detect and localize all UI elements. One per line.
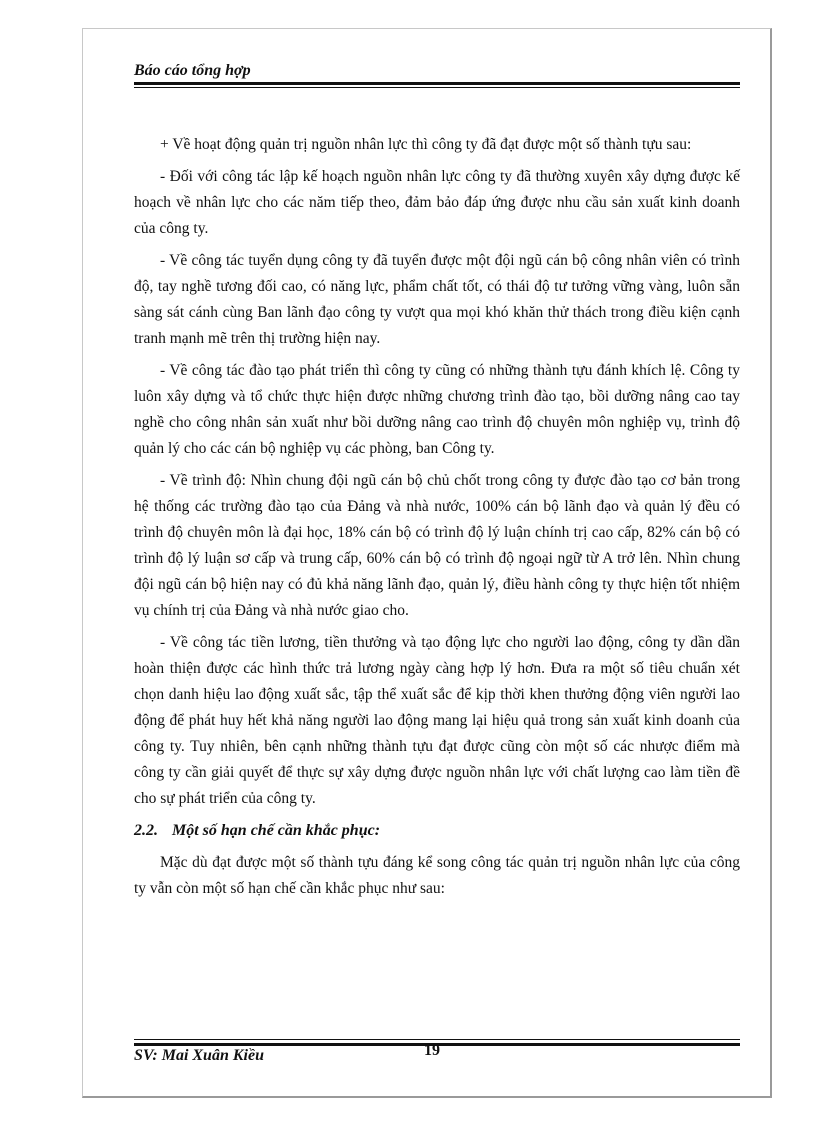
paragraph-achievements-intro: + Về hoạt động quản trị nguồn nhân lực thì công ty đã đạt được một số thành tựu sau: [160,136,692,153]
header-rule-thin [134,87,740,88]
page-number: 19 [424,1042,440,1059]
header-rule-thick [134,82,740,85]
header-title: Báo cáo tổng hợp [134,62,251,79]
paragraph-training: - Về công tác đào tạo phát triển thì công ty cũng có những thành tựu đánh khích lệ. Công ty luôn xây dựng và tổ chức thực hiện được những chương trình đào tạo, bồi dưỡng nâng cao tay nghề cho công nhân sản xuất như bồi dưỡng nâng cao trình độ chuyên môn nghiệp vụ, trình độ quản lý cho các cán bộ nghiệp vụ các phòng, ban Công ty. [134,362,740,457]
section-title: Một số hạn chế cần khắc phục: [172,822,381,839]
paragraph-salary: - Về công tác tiền lương, tiền thưởng và tạo động lực cho người lao động, công ty dần dần hoàn thiện được các hình thức trả lương ngày càng hợp lý hơn. Đưa ra một số tiêu chuẩn xét chọn danh hiệu lao động xuất sắc, tập thể xuất sắc để kịp thời khen thưởng động viên người lao động để phát huy hết khả năng người lao động mang lại hiệu quả trong sản xuất kinh doanh của công ty. Tuy nhiên, bên cạnh những thành tựu đạt được cũng còn một số các nhược điểm mà công ty cần giải quyết để thực sự xây dựng được nguồn nhân lực với chất lượng cao làm tiền đề cho sự phát triển của công ty. [134,634,740,807]
section-number: 2.2. [134,822,158,839]
paragraph-limitations-intro: Mặc dù đạt được một số thành tựu đáng kể song công tác quản trị nguồn nhân lực của công ty vẫn còn một số hạn chế cần khắc phục như sau: [134,854,740,897]
paragraph-recruitment: - Về công tác tuyển dụng công ty đã tuyển được một đội ngũ cán bộ công nhân viên có trình độ, tay nghề tương đối cao, có năng lực, phẩm chất tốt, có thái độ tư tưởng vững vàng, luôn sẵn sàng sát cánh cùng Ban lãnh đạo công ty vượt qua mọi khó khăn thử thách trong điều kiện cạnh tranh mạnh mẽ trên thị trường hiện nay. [134,252,740,347]
paragraph-planning: - Đối với công tác lập kế hoạch nguồn nhân lực công ty đã thường xuyên xây dựng được kế hoạch về nhân lực cho các năm tiếp theo, đảm bảo đáp ứng được nhu cầu sản xuất kinh doanh của công ty. [134,168,740,237]
paragraph-qualification: - Về trình độ: Nhìn chung đội ngũ cán bộ chủ chốt trong công ty được đào tạo cơ bản trong hệ thống các trường đào tạo của Đảng và nhà nước, 100% cán bộ lãnh đạo và quản lý đều có trình độ chuyên môn là đại học, 18% cán bộ có trình độ lý luận chính trị cao cấp, 82% cán bộ có trình độ lý luận sơ cấp và trung cấp, 60% cán bộ có trình độ ngoại ngữ từ A trở lên. Nhìn chung đội ngũ cán bộ hiện nay có đủ khả năng lãnh đạo, quản lý, điều hành công ty thực hiện tốt nhiệm vụ chính trị của Đảng và nhà nước giao cho. [134,472,740,619]
footer-author: SV: Mai Xuân Kiều [134,1047,264,1064]
report-body [134,132,740,908]
section-heading [134,818,740,844]
footer-rule-thin [134,1039,740,1040]
